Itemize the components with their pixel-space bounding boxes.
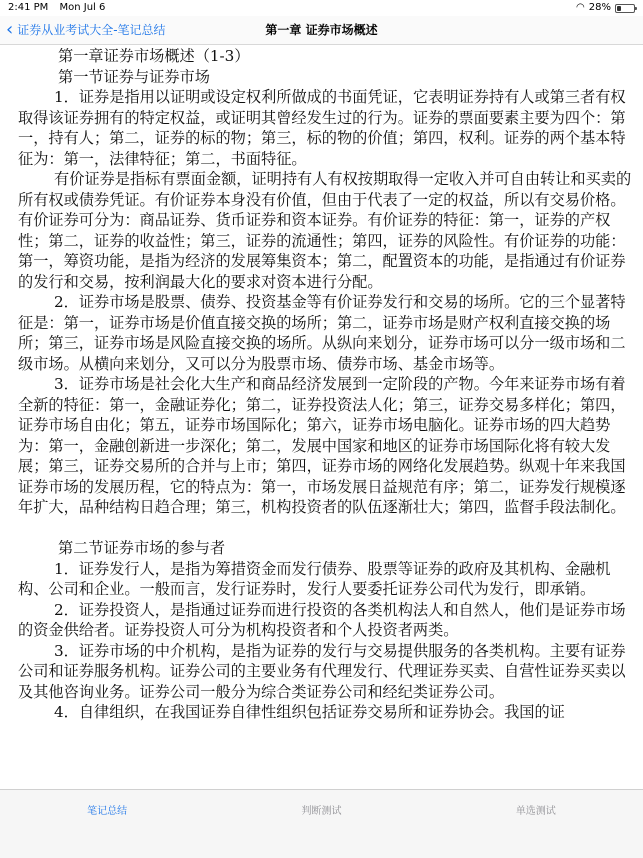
page-title: 第一章 证券市场概述 <box>265 23 378 37</box>
tab-single-choice-test[interactable]: 单选测试 <box>515 806 556 817</box>
battery-fill <box>617 6 621 11</box>
spacer <box>18 518 633 539</box>
status-right <box>576 0 635 16</box>
wifi-icon: ◠ <box>576 2 585 13</box>
tab-true-false-test[interactable]: 判断测试 <box>301 806 342 817</box>
paragraph: 1．证券发行人，是指为筹措资金而发行债券、股票等证券的政府及其机构、金融机构、公司和企业。一般而言，发行证券时，发行人要委托证券公司代为发行，即承销。 <box>18 559 611 598</box>
paragraph: 有价证券是指标有票面金额，证明持有人有权按期取得一定收入并可自由转让和买卖的所有权或债券凭证。有价证券本身没有价值，但由于代表了一定的权益，所以有交易价格。有价证券可分为：商品证券、货币证券和资本证券。有价证券的特征：第一，证券的产权性；第二，证券的收益性；第三，证券的流通性；第四，证券的风险性。有价证券的功能：第一，筹资功能，是指为经济的发展筹集资本；第二，配置资本的功能，是指通过有价证券的发行和交易，按利润最大化的要求对资本进行分配。 <box>18 170 632 291</box>
navigation-bar <box>0 16 643 45</box>
back-label: 证券从业考试大全-笔记总结 <box>17 23 166 37</box>
battery-icon <box>615 4 635 13</box>
status-time: 2:41 PM <box>8 2 49 13</box>
paragraph: 3．证券市场是社会化大生产和商品经济发展到一定阶段的产物。今年来证券市场有着全新的特征：第一，金融证券化；第二，证券投资法人化；第三，证券交易多样化；第四，证券市场自由化；第五，证券市场国际化；第六，证券市场电脑化。证券市场的四大趋势为：第一，金融创新进一步深化；第二，发展中国家和地区的证券市场国际化将有较大发展；第三，证券交易所的合并与上市；第四，证券市场的网络化发展趋势。纵观十年来我国证券市场的发展历程，它的特点为：第一，市场发展日益规范有序；第二，证券发行规模逐年扩大，品种结构日趋合理；第三，机构投资者的队伍逐渐壮大；第四，监督手段法制化。 <box>18 375 626 516</box>
tab-notes[interactable]: 笔记总结 <box>87 806 128 817</box>
note-text <box>0 44 643 723</box>
status-date: Mon Jul 6 <box>59 2 106 13</box>
paragraph: 2．证券投资人，是指通过证券而进行投资的各类机构法人和自然人，他们是证券市场的资金供给者。证券投资人可分为机构投资者和个人投资者两类。 <box>18 600 626 639</box>
battery-percent: 28% <box>588 2 611 13</box>
paragraph: 4．自律组织，在我国证券自律性组织包括证券交易所和证券协会。我国的证 <box>54 703 565 721</box>
back-button[interactable] <box>6 16 166 44</box>
note-content[interactable] <box>0 44 643 790</box>
paragraph: 2．证券市场是股票、债券、投资基金等有价证券发行和交易的场所。它的三个显著特征是：第一，证券市场是价值直接交换的场所；第二，证券市场是财产权利直接交换的场所；第三，证券市场是风险直接交换的场所。从纵向来划分，证券市场可以分一级市场和二级市场。从横向来划分，又可以分为股票市场、债券市场、基金市场等。 <box>18 293 626 373</box>
status-bar <box>0 0 643 16</box>
status-left <box>8 0 113 16</box>
paragraph: 3．证券市场的中介机构，是指为证券的发行与交易提供服务的各类机构。主要有证券公司和证券服务机构。证券公司的主要业务有代理发行、代理证券买卖、自营性证券买卖以及其他咨询业务。证券公司一般分为综合类证券公司和经纪类证券公司。 <box>18 641 626 701</box>
section-title: 第一节证券与证券市场 <box>58 67 210 86</box>
section-title: 第二节证券市场的参与者 <box>58 539 226 557</box>
paragraph: 1．证券是指用以证明或设定权利所做成的书面凭证，它表明证券持有人或第三者有权取得该证券拥有的特定权益，或证明其曾经发生过的行为。证券的票面要素主要为四个：第一，持有人；第二，证券的标的物；第三，标的物的价值；第四，权利。证券的两个基本特征为：第一，法律特征；第二，书面特征。 <box>18 88 626 168</box>
chapter-title: 第一章证券市场概述（1-3） <box>58 47 250 65</box>
chevron-left-icon: ‹ <box>6 19 14 40</box>
tab-bar <box>0 789 643 858</box>
